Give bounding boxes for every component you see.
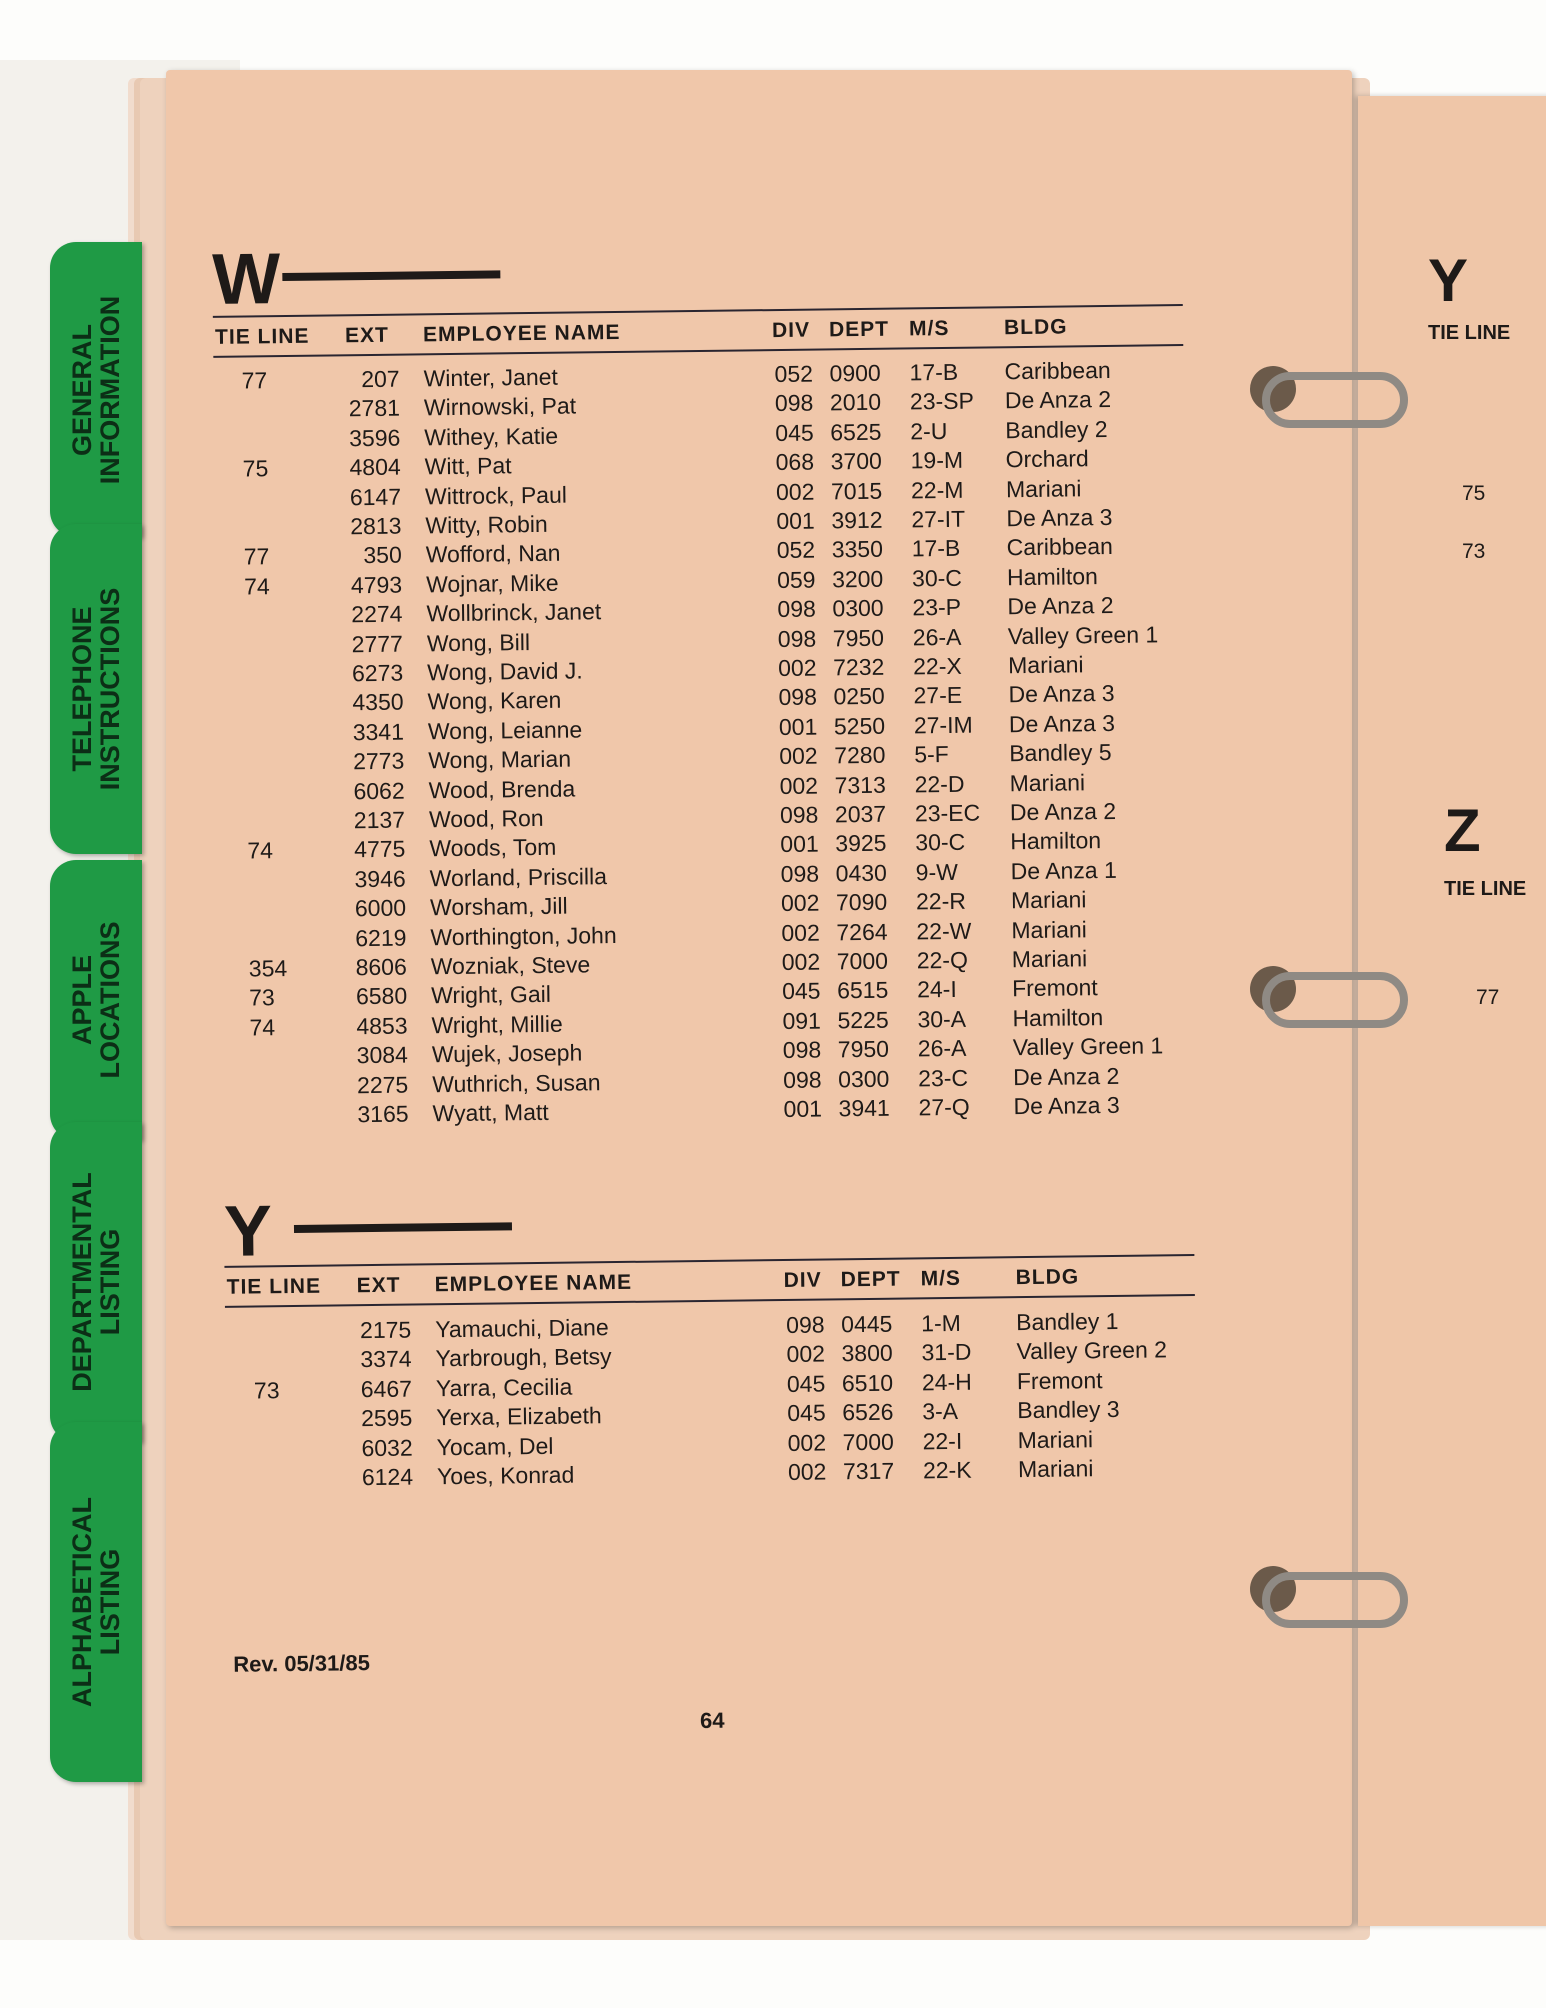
ms-cell: 26-A — [917, 1034, 967, 1062]
div-cell: 068 — [775, 448, 815, 476]
employee-name-cell: Winter, Janet — [423, 363, 558, 392]
section-letter-bar — [294, 1222, 512, 1233]
employee-name-cell: Withey, Katie — [424, 422, 559, 451]
ms-cell: 24-H — [921, 1368, 972, 1396]
bldg-cell: De Anza 2 — [1004, 386, 1112, 414]
tie-line-cell: 73 — [249, 984, 275, 1011]
employee-name-cell: Woods, Tom — [429, 834, 557, 862]
bldg-cell: Caribbean — [1004, 356, 1111, 385]
div-cell: 045 — [787, 1399, 826, 1427]
dept-cell: 2010 — [829, 389, 882, 416]
div-cell: 098 — [777, 625, 817, 652]
ms-cell: 2-U — [910, 417, 948, 445]
dept-cell: 7000 — [842, 1428, 894, 1455]
dept-cell: 6515 — [836, 977, 889, 1004]
bldg-cell: De Anza 3 — [1006, 503, 1113, 532]
ext-cell: 3341 — [352, 718, 405, 746]
div-cell: 002 — [781, 948, 821, 976]
tie-line-cell: 74 — [247, 837, 274, 864]
right-z-tie-label: TIE LINE — [1444, 878, 1527, 900]
employee-name-cell: Wong, Bill — [426, 628, 531, 656]
tie-line-cell: 77 — [243, 543, 270, 570]
page-number: 64 — [699, 1707, 725, 1734]
dept-cell: 7317 — [842, 1457, 895, 1485]
ms-cell: 24-I — [916, 976, 957, 1003]
bldg-cell: Bandley 1 — [1016, 1307, 1119, 1336]
ms-cell: 22-M — [910, 476, 964, 503]
dept-cell: 6510 — [841, 1369, 894, 1397]
ms-cell: 23-C — [918, 1064, 969, 1091]
column-header-bldg: BLDG — [1015, 1265, 1080, 1290]
column-header-div: DIV — [771, 318, 811, 343]
bldg-cell: Hamilton — [1006, 562, 1098, 591]
bldg-cell: Fremont — [1016, 1366, 1103, 1394]
div-cell: 045 — [786, 1370, 826, 1397]
dept-cell: 0300 — [838, 1065, 890, 1092]
employee-name-cell: Wyatt, Matt — [432, 1098, 549, 1127]
bldg-cell: Caribbean — [1006, 533, 1114, 561]
ext-cell: 3165 — [357, 1100, 409, 1128]
div-cell: 052 — [774, 360, 814, 388]
div-cell: 045 — [781, 977, 821, 1005]
dept-cell: 7950 — [832, 624, 885, 651]
ext-cell: 4350 — [352, 688, 404, 716]
bldg-cell: Fremont — [1011, 974, 1098, 1002]
employee-name-cell: Yarra, Cecilia — [435, 1373, 573, 1402]
section-letter-bar — [282, 270, 500, 281]
dept-cell: 3350 — [831, 536, 884, 563]
div-cell: 002 — [781, 919, 820, 946]
section-letter: W — [211, 239, 281, 320]
div-cell: 098 — [778, 683, 818, 711]
bldg-cell: Mariani — [1010, 886, 1087, 914]
div-cell: 098 — [774, 389, 814, 417]
ext-cell: 207 — [361, 365, 400, 393]
dept-cell: 3941 — [838, 1094, 890, 1122]
ms-cell: 17-B — [911, 535, 961, 562]
ext-cell: 3946 — [354, 865, 406, 893]
div-cell: 002 — [775, 478, 815, 505]
bldg-cell: Mariani — [1017, 1425, 1094, 1453]
dept-cell: 6525 — [830, 418, 882, 446]
employee-name-cell: Wong, Karen — [427, 687, 562, 715]
column-header-bldg: BLDG — [1003, 315, 1068, 340]
bldg-cell: Mariani — [1007, 651, 1084, 679]
column-header-ms: M/S — [920, 1266, 962, 1291]
ext-cell: 6062 — [353, 777, 405, 804]
employee-name-cell: Wright, Millie — [431, 1010, 563, 1039]
ext-cell: 2274 — [351, 600, 403, 628]
ext-cell: 3596 — [348, 424, 401, 452]
ms-cell: 27-IM — [913, 711, 973, 739]
binder-ring — [1262, 972, 1408, 1028]
column-header-dept: DEPT — [840, 1267, 901, 1292]
tie-line-cell: 73 — [253, 1376, 280, 1404]
bldg-cell: Valley Green 1 — [1007, 620, 1159, 649]
tie-line-cell: 354 — [248, 955, 288, 982]
bldg-cell: De Anza 3 — [1008, 680, 1115, 708]
div-cell: 002 — [779, 742, 818, 770]
div-cell: 098 — [783, 1066, 822, 1093]
div-cell: 052 — [776, 536, 816, 564]
employee-name-cell: Wong, Marian — [428, 745, 572, 774]
ext-cell: 6219 — [355, 924, 407, 951]
dept-cell: 5225 — [837, 1006, 889, 1034]
dept-cell: 7090 — [835, 888, 888, 916]
div-cell: 002 — [787, 1429, 827, 1456]
bldg-cell: Mariani — [1017, 1455, 1094, 1483]
employee-name-cell: Wuthrich, Susan — [432, 1068, 601, 1097]
dept-cell: 7264 — [836, 918, 888, 945]
employee-name-cell: Wojnar, Mike — [425, 569, 559, 598]
employee-name-cell: Worsham, Jill — [429, 892, 568, 921]
div-cell: 002 — [787, 1458, 827, 1485]
column-header-ms: M/S — [908, 316, 950, 341]
section-letter: Y — [223, 1191, 273, 1272]
right-y-tie-label: TIE LINE — [1428, 322, 1511, 344]
dept-cell: 5250 — [833, 712, 886, 740]
employee-name-cell: Wujek, Joseph — [431, 1039, 583, 1068]
ms-cell: 27-E — [913, 682, 963, 709]
bldg-cell: Bandley 2 — [1005, 415, 1108, 444]
dept-cell: 3700 — [830, 447, 882, 475]
employee-name-cell: Worthington, John — [430, 921, 617, 950]
dept-cell: 2037 — [834, 800, 887, 828]
ext-cell: 6147 — [349, 483, 402, 510]
div-cell: 001 — [776, 507, 815, 535]
dept-cell: 3925 — [835, 830, 887, 857]
div-cell: 091 — [782, 1007, 822, 1034]
ext-cell: 4775 — [354, 835, 406, 863]
div-cell: 001 — [778, 713, 818, 740]
section-tab-label: ALPHABETICAL LISTING — [67, 1497, 125, 1707]
div-cell: 059 — [776, 566, 816, 593]
div-cell: 098 — [782, 1036, 822, 1064]
bldg-cell: De Anza 2 — [1013, 1062, 1120, 1090]
employee-name-cell: Wollbrinck, Janet — [426, 598, 602, 627]
dept-cell: 3800 — [841, 1340, 893, 1367]
column-header-name: EMPLOYEE NAME — [434, 1270, 633, 1297]
ext-cell: 3084 — [356, 1041, 409, 1069]
bldg-cell: Bandley 5 — [1009, 739, 1112, 767]
column-header-dept: DEPT — [828, 317, 890, 342]
ext-cell: 2781 — [348, 395, 401, 422]
ms-cell: 30-A — [917, 1005, 967, 1033]
ms-cell: 1-M — [921, 1309, 961, 1337]
right-y-value: 75 — [1462, 482, 1486, 505]
bldg-cell: De Anza 2 — [1009, 797, 1117, 826]
ext-cell: 4793 — [350, 571, 403, 599]
ms-cell: 22-X — [913, 652, 962, 680]
column-header-tie-line: TIE LINE — [226, 1274, 322, 1299]
ms-cell: 22-D — [914, 770, 965, 797]
ms-cell: 26-A — [912, 623, 962, 650]
employee-name-cell: Wood, Ron — [428, 804, 544, 833]
employee-name-cell: Worland, Priscilla — [429, 862, 608, 892]
bldg-cell: Hamilton — [1012, 1003, 1104, 1031]
bldg-cell: Bandley 3 — [1017, 1396, 1120, 1424]
ext-cell: 2813 — [350, 512, 402, 540]
dept-cell: 0900 — [829, 359, 881, 387]
bldg-cell: Valley Green 1 — [1012, 1032, 1164, 1061]
dept-cell: 7015 — [830, 477, 883, 504]
employee-name-cell: Wong, Leianne — [427, 716, 583, 745]
ms-cell: 23-SP — [909, 388, 975, 415]
right-z-value: 77 — [1476, 986, 1500, 1009]
bldg-cell: De Anza 3 — [1008, 709, 1116, 738]
dept-cell: 7000 — [836, 947, 889, 975]
ms-cell: 17-B — [909, 358, 959, 386]
dept-cell: 0250 — [833, 683, 885, 710]
dept-cell: 3200 — [831, 565, 884, 593]
dept-cell: 7232 — [833, 653, 885, 681]
div-cell: 002 — [786, 1340, 826, 1368]
employee-name-cell: Wozniak, Steve — [430, 951, 591, 980]
div-cell: 002 — [778, 654, 817, 682]
ext-cell: 6032 — [361, 1434, 413, 1461]
employee-name-cell: Wright, Gail — [430, 981, 552, 1009]
bldg-cell: Mariani — [1009, 768, 1086, 796]
employee-name-cell: Yarbrough, Betsy — [435, 1343, 612, 1372]
right-y-letter: Y — [1428, 247, 1469, 314]
employee-name-cell: Wong, David J. — [427, 657, 583, 686]
ext-cell: 2773 — [352, 747, 405, 775]
employee-name-cell: Yamauchi, Diane — [435, 1314, 609, 1343]
ext-cell: 8606 — [355, 953, 407, 981]
employee-name-cell: Yocam, Del — [436, 1432, 554, 1460]
tie-line-cell: 74 — [243, 573, 270, 600]
bldg-cell: Valley Green 2 — [1016, 1336, 1168, 1365]
ms-cell: 3-A — [922, 1398, 959, 1425]
employee-name-cell: Wofford, Nan — [425, 540, 561, 568]
bldg-cell: Mariani — [1011, 915, 1087, 943]
ext-cell: 2777 — [351, 630, 403, 657]
ext-cell: 2137 — [353, 806, 406, 834]
bldg-cell: De Anza 2 — [1007, 592, 1114, 620]
bldg-cell: Mariani — [1005, 474, 1082, 502]
bldg-cell: De Anza 1 — [1010, 856, 1117, 884]
column-header-ext: EXT — [344, 323, 390, 348]
ext-cell: 4853 — [356, 1012, 408, 1040]
ext-cell: 6000 — [354, 894, 407, 922]
ext-cell: 2175 — [359, 1316, 412, 1344]
ms-cell: 22-I — [922, 1427, 963, 1454]
ext-cell: 6124 — [361, 1463, 414, 1491]
employee-name-cell: Wirnowski, Pat — [423, 392, 577, 421]
ms-cell: 30-C — [915, 829, 966, 856]
ms-cell: 5-F — [914, 741, 949, 768]
ext-cell: 3374 — [360, 1345, 412, 1373]
div-cell: 098 — [786, 1311, 825, 1338]
ext-cell: 2595 — [360, 1404, 413, 1432]
section-tab-label: DEPARTMENTAL LISTING — [67, 1172, 125, 1392]
ms-cell: 22-K — [922, 1456, 972, 1484]
div-cell: 045 — [775, 419, 814, 446]
dept-cell: 7950 — [837, 1035, 890, 1063]
employee-name-cell: Yoes, Konrad — [436, 1461, 575, 1490]
tie-line-cell: 74 — [249, 1013, 276, 1041]
employee-name-cell: Yerxa, Elizabeth — [436, 1402, 602, 1431]
ext-cell: 350 — [363, 542, 402, 569]
ms-cell: 9-W — [915, 858, 959, 886]
tie-line-cell: 75 — [242, 455, 269, 482]
div-cell: 098 — [777, 595, 816, 623]
revision-date: Rev. 05/31/85 — [233, 1650, 371, 1677]
right-y-value: 73 — [1462, 540, 1486, 563]
ext-cell: 2275 — [356, 1071, 409, 1098]
section-tab-label: GENERAL INFORMATION — [67, 295, 125, 484]
column-header-tie-line: TIE LINE — [214, 324, 310, 349]
column-header-ext: EXT — [356, 1273, 401, 1298]
dept-cell: 0445 — [841, 1310, 893, 1338]
ms-cell: 22-Q — [916, 946, 969, 974]
section-tab-label: APPLE LOCATIONS — [67, 921, 125, 1079]
div-cell: 098 — [780, 860, 820, 887]
div-cell: 002 — [780, 889, 820, 917]
ms-cell: 27-IT — [911, 505, 966, 533]
dept-cell: 0300 — [832, 594, 884, 622]
div-cell: 001 — [783, 1095, 823, 1122]
ms-cell: 27-Q — [918, 1093, 970, 1121]
div-cell: 002 — [779, 772, 819, 799]
employee-name-cell: Witty, Robin — [425, 510, 548, 539]
dept-cell: 0430 — [835, 859, 888, 887]
bldg-cell: De Anza 3 — [1013, 1091, 1120, 1120]
ms-cell: 31-D — [921, 1339, 972, 1366]
ms-cell: 22-W — [916, 917, 972, 944]
column-header-name: EMPLOYEE NAME — [422, 320, 621, 347]
ext-cell: 6273 — [351, 659, 404, 687]
section-tab-label: TELEPHONE INSTRUCTIONS — [67, 587, 125, 791]
employee-name-cell: Wood, Brenda — [428, 775, 576, 803]
ms-cell: 23-P — [912, 593, 962, 621]
div-cell: 001 — [780, 830, 819, 858]
binder-ring — [1262, 372, 1408, 428]
right-z-letter: Z — [1444, 797, 1481, 864]
ms-cell: 19-M — [910, 446, 964, 474]
employee-name-cell: Witt, Pat — [424, 452, 512, 480]
bldg-cell: Hamilton — [1010, 827, 1102, 855]
bldg-cell: Mariani — [1011, 945, 1088, 973]
dept-cell: 7280 — [834, 741, 886, 769]
ms-cell: 22-R — [915, 887, 967, 915]
bldg-cell: Orchard — [1005, 445, 1089, 473]
dept-cell: 7313 — [834, 771, 886, 798]
dept-cell: 3912 — [831, 506, 883, 534]
tie-line-cell: 77 — [241, 367, 268, 394]
ext-cell: 4804 — [349, 453, 401, 481]
ext-cell: 6467 — [360, 1375, 413, 1402]
ms-cell: 23-EC — [914, 799, 981, 827]
ext-cell: 6580 — [355, 982, 408, 1010]
employee-name-cell: Wittrock, Paul — [424, 481, 568, 509]
column-header-div: DIV — [783, 1268, 822, 1293]
binder-ring — [1262, 1572, 1408, 1628]
ms-cell: 30-C — [911, 564, 963, 592]
div-cell: 098 — [779, 801, 819, 829]
dept-cell: 6526 — [842, 1398, 894, 1426]
